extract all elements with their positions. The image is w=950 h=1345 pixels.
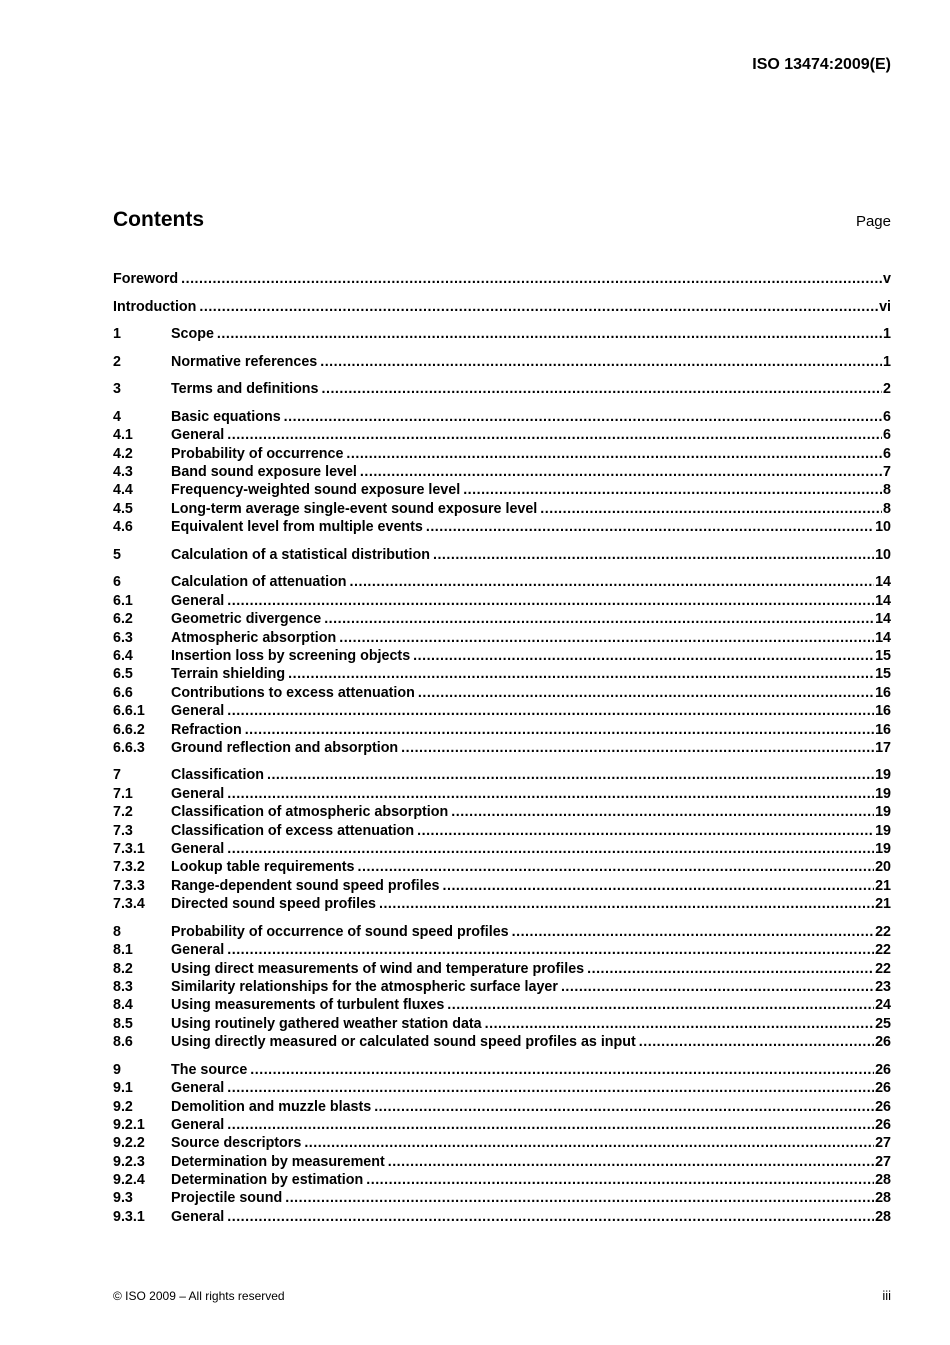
- toc-dot-leader: [463, 481, 882, 499]
- toc-entry-title: Demolition and muzzle blasts: [171, 1098, 372, 1115]
- toc-entry-number: 9.3.1: [113, 1208, 145, 1225]
- toc-dot-leader: [227, 840, 874, 858]
- toc-entry-number: 6.2: [113, 611, 133, 628]
- toc-entry-page: 1: [883, 326, 891, 343]
- toc-entry-number: 4.6: [113, 519, 133, 536]
- toc-entry-title: Classification: [171, 767, 264, 784]
- toc-entry-number: 4.1: [113, 427, 133, 444]
- toc-entry-title: Range-dependent sound speed profiles: [171, 877, 440, 894]
- toc-dot-leader: [217, 325, 882, 343]
- toc-entry-page: 26: [875, 1034, 891, 1051]
- toc-entry-number: 8.5: [113, 1015, 133, 1032]
- toc-dot-leader: [227, 426, 882, 444]
- toc-entry-page: 8: [883, 482, 891, 499]
- toc-dot-leader: [447, 996, 874, 1014]
- toc-dot-leader: [426, 518, 874, 536]
- toc-entry-page: 27: [875, 1153, 891, 1170]
- toc-dot-leader: [358, 858, 875, 876]
- toc-entry[interactable]: [113, 546, 891, 564]
- toc-dot-leader: [285, 1189, 874, 1207]
- toc-entry[interactable]: [113, 1116, 891, 1134]
- toc-entry-title: General: [171, 703, 225, 720]
- toc-entry-title: Similarity relationships for the atmospheric surface layer: [171, 978, 558, 995]
- toc-entry[interactable]: [113, 1098, 891, 1116]
- toc-dot-leader: [451, 803, 874, 821]
- toc-entry[interactable]: [113, 785, 891, 803]
- toc-entry[interactable]: [113, 803, 891, 821]
- toc-entry[interactable]: [113, 610, 891, 628]
- toc-entry-number: 7.3.3: [113, 877, 145, 894]
- toc-entry-title: Projectile sound: [171, 1190, 283, 1207]
- toc-entry-page: 8: [883, 500, 891, 517]
- toc-entry[interactable]: [113, 500, 891, 518]
- toc-entry-title: Basic equations: [171, 408, 281, 425]
- toc-dot-leader: [320, 353, 882, 371]
- toc-entry-title: General: [171, 1116, 225, 1133]
- toc-dot-leader: [181, 270, 882, 288]
- toc-entry-page: 10: [875, 546, 891, 563]
- toc-entry-page: 28: [875, 1208, 891, 1225]
- toc-entry[interactable]: [113, 426, 891, 444]
- toc-entry-page: 21: [875, 877, 891, 894]
- toc-dot-leader: [245, 721, 874, 739]
- contents-heading-row: [113, 208, 891, 232]
- toc-dot-leader: [485, 1015, 874, 1033]
- toc-entry-title: Source descriptors: [171, 1135, 302, 1152]
- toc-dot-leader: [379, 895, 874, 913]
- toc-entry-page: 24: [875, 997, 891, 1014]
- toc-dot-leader: [288, 665, 874, 683]
- toc-entry-number: 4.3: [113, 464, 133, 481]
- toc-entry[interactable]: [113, 573, 891, 591]
- toc-entry-page: v: [883, 271, 891, 287]
- toc-entry-number: 6.6.3: [113, 739, 145, 756]
- toc-entry[interactable]: [113, 380, 891, 398]
- toc-entry-title: Band sound exposure level: [171, 464, 357, 481]
- toc-entry-title: General: [171, 1208, 225, 1225]
- toc-entry-page: 6: [883, 445, 891, 462]
- toc-dot-leader: [561, 978, 874, 996]
- page-column-label: Page: [855, 213, 891, 230]
- toc-entry-title: General: [171, 785, 225, 802]
- toc-entry-title: General: [171, 841, 225, 858]
- toc-entry[interactable]: [113, 739, 891, 757]
- toc-dot-leader: [512, 923, 874, 941]
- toc-dot-leader: [284, 408, 882, 426]
- toc-entry-title: General: [171, 942, 225, 959]
- toc-entry-title: Using routinely gathered weather station data: [171, 1015, 482, 1032]
- toc-dot-leader: [413, 647, 874, 665]
- toc-entry-title: Foreword: [113, 271, 179, 287]
- toc-entry-page: 2: [883, 381, 891, 398]
- toc-entry-number: 9.1: [113, 1080, 133, 1097]
- toc-entry-number: 7.3: [113, 822, 133, 839]
- toc-entry-page: 10: [875, 519, 891, 536]
- toc-entry-number: 7.1: [113, 785, 133, 802]
- toc-dot-leader: [360, 463, 882, 481]
- toc-entry-title: Frequency-weighted sound exposure level: [171, 482, 461, 499]
- toc-entry[interactable]: [113, 325, 891, 343]
- toc-entry-number: 4.2: [113, 445, 133, 462]
- toc-entry-page: 26: [875, 1098, 891, 1115]
- copyright-notice: © ISO 2009 – All rights reserved: [113, 1289, 285, 1303]
- toc-entry-title: Determination by measurement: [171, 1153, 385, 1170]
- toc-entry-number: 1: [113, 326, 121, 343]
- toc-entry-title: Determination by estimation: [171, 1172, 364, 1189]
- toc-entry-page: 1: [883, 353, 891, 370]
- toc-entry-title: Probability of occurrence of sound speed profiles: [171, 923, 509, 940]
- toc-entry[interactable]: [113, 592, 891, 610]
- toc-dot-leader: [227, 702, 874, 720]
- toc-entry-title: Scope: [171, 326, 214, 343]
- toc-entry-number: 8.2: [113, 960, 133, 977]
- toc-entry[interactable]: [113, 1153, 891, 1171]
- toc-entry-number: 6.3: [113, 629, 133, 646]
- toc-entry[interactable]: [113, 463, 891, 481]
- toc-entry-number: 9.2.2: [113, 1135, 145, 1152]
- toc-entry-number: 6.4: [113, 647, 133, 664]
- toc-entry-page: 19: [875, 841, 891, 858]
- toc-entry-page: 16: [875, 703, 891, 720]
- toc-dot-leader: [587, 960, 874, 978]
- toc-entry-title: Probability of occurrence: [171, 445, 344, 462]
- toc-entry-number: 5: [113, 546, 121, 563]
- toc-entry[interactable]: [113, 270, 891, 288]
- toc-entry-title: Long-term average single-event sound exposure level: [171, 500, 538, 517]
- toc-entry[interactable]: [113, 481, 891, 499]
- toc-entry-number: 8.4: [113, 997, 133, 1014]
- toc-dot-leader: [227, 941, 874, 959]
- toc-entry-page: 16: [875, 684, 891, 701]
- toc-entry[interactable]: [113, 1015, 891, 1033]
- toc-entry-number: 8: [113, 923, 121, 940]
- toc-entry-number: 9.2: [113, 1098, 133, 1115]
- toc-dot-leader: [227, 1208, 874, 1226]
- toc-dot-leader: [443, 877, 875, 895]
- toc-entry-title: Ground reflection and absorption: [171, 739, 399, 756]
- toc-entry[interactable]: [113, 408, 891, 426]
- page-number: iii: [882, 1288, 891, 1303]
- toc-entry-number: 6.6: [113, 684, 133, 701]
- toc-entry-title: Equivalent level from multiple events: [171, 519, 423, 536]
- toc-entry-title: Using directly measured or calculated sound speed profiles as input: [171, 1034, 636, 1051]
- toc-dot-leader: [227, 785, 874, 803]
- toc-dot-leader: [322, 380, 883, 398]
- toc-entry[interactable]: [113, 629, 891, 647]
- toc-entry-title: Contributions to excess attenuation: [171, 684, 415, 701]
- toc-entry-page: 23: [875, 978, 891, 995]
- toc-entry-page: 19: [875, 804, 891, 821]
- toc-entry-page: 19: [875, 767, 891, 784]
- toc-entry-page: 16: [875, 721, 891, 738]
- toc-entry-title: Refraction: [171, 721, 242, 738]
- toc-entry-page: 6: [883, 427, 891, 444]
- toc-entry-page: 21: [875, 896, 891, 913]
- toc-dot-leader: [540, 500, 882, 518]
- toc-entry-number: 7: [113, 767, 121, 784]
- toc-entry[interactable]: [113, 1061, 891, 1079]
- toc-entry[interactable]: [113, 960, 891, 978]
- toc-entry-page: 19: [875, 785, 891, 802]
- toc-entry[interactable]: [113, 647, 891, 665]
- toc-entry-number: 8.6: [113, 1034, 133, 1051]
- toc-dot-leader: [366, 1171, 874, 1189]
- toc-entry-title: Classification of atmospheric absorption: [171, 804, 449, 821]
- toc-entry-title: Introduction: [113, 298, 197, 315]
- toc-entry-page: 14: [875, 611, 891, 628]
- toc-entry-title: Calculation of a statistical distribution: [171, 546, 430, 563]
- toc-entry-title: General: [171, 1080, 225, 1097]
- toc-entry-page: 14: [875, 592, 891, 609]
- toc-dot-leader: [418, 684, 874, 702]
- toc-entry[interactable]: [113, 877, 891, 895]
- toc-entry[interactable]: [113, 702, 891, 720]
- toc-entry-number: 9.2.1: [113, 1116, 145, 1133]
- toc-entry-number: 9: [113, 1061, 121, 1078]
- toc-entry-page: 26: [875, 1116, 891, 1133]
- toc-entry[interactable]: [113, 518, 891, 536]
- toc-entry[interactable]: [113, 766, 891, 784]
- toc-entry-page: 14: [875, 574, 891, 591]
- toc-entry-page: 25: [875, 1015, 891, 1032]
- toc-dot-leader: [433, 546, 874, 564]
- toc-entry-page: 22: [875, 923, 891, 940]
- toc-dot-leader: [346, 445, 882, 463]
- toc-dot-leader: [417, 822, 874, 840]
- toc-entry[interactable]: [113, 721, 891, 739]
- toc-entry-page: 26: [875, 1080, 891, 1097]
- toc-entry-number: 4: [113, 408, 121, 425]
- toc-entry[interactable]: [113, 665, 891, 683]
- toc-entry-page: 26: [875, 1061, 891, 1078]
- toc-entry-title: General: [171, 592, 225, 609]
- toc-entry-page: 15: [875, 666, 891, 683]
- toc-entry-page: 6: [883, 408, 891, 425]
- toc-dot-leader: [227, 1079, 874, 1097]
- toc-dot-leader: [388, 1153, 874, 1171]
- toc-dot-leader: [227, 1116, 874, 1134]
- toc-dot-leader: [339, 629, 874, 647]
- toc-entry[interactable]: [113, 941, 891, 959]
- toc-dot-leader: [401, 739, 874, 757]
- toc-entry[interactable]: [113, 1079, 891, 1097]
- toc-dot-leader: [374, 1098, 874, 1116]
- toc-entry-page: 22: [875, 960, 891, 977]
- toc-entry-page: vi: [879, 298, 891, 315]
- toc-entry-number: 9.3: [113, 1190, 133, 1207]
- toc-entry[interactable]: [113, 445, 891, 463]
- toc-entry-page: 15: [875, 647, 891, 664]
- toc-entry-number: 7.2: [113, 804, 133, 821]
- toc-entry-title: Terms and definitions: [171, 381, 319, 398]
- toc-dot-leader: [199, 298, 878, 316]
- toc-entry[interactable]: [113, 1171, 891, 1189]
- toc-entry-number: 3: [113, 381, 121, 398]
- toc-entry-number: 8.1: [113, 942, 133, 959]
- toc-entry-page: 7: [883, 464, 891, 481]
- toc-entry[interactable]: [113, 1208, 891, 1226]
- toc-entry-page: 20: [875, 859, 891, 876]
- toc-entry-page: 28: [875, 1190, 891, 1207]
- toc-entry-page: 22: [875, 942, 891, 959]
- toc-entry-title: Directed sound speed profiles: [171, 896, 376, 913]
- toc-entry-title: The source: [171, 1061, 248, 1078]
- page-title: Contents: [113, 208, 204, 231]
- toc-entry[interactable]: [113, 978, 891, 996]
- toc-entry-page: 19: [875, 822, 891, 839]
- table-of-contents: [113, 270, 891, 1226]
- toc-entry-title: Atmospheric absorption: [171, 629, 337, 646]
- toc-entry[interactable]: [113, 923, 891, 941]
- toc-entry-number: 7.3.2: [113, 859, 145, 876]
- toc-entry-title: Geometric divergence: [171, 611, 322, 628]
- toc-entry[interactable]: [113, 684, 891, 702]
- toc-dot-leader: [267, 766, 874, 784]
- toc-entry[interactable]: [113, 895, 891, 913]
- toc-entry-title: Classification of excess attenuation: [171, 822, 415, 839]
- toc-entry-number: 4.4: [113, 482, 133, 499]
- toc-entry-title: Using measurements of turbulent fluxes: [171, 997, 445, 1014]
- toc-entry[interactable]: [113, 840, 891, 858]
- document-id: ISO 13474:2009(E): [752, 56, 891, 73]
- toc-dot-leader: [227, 592, 874, 610]
- toc-entry[interactable]: [113, 1134, 891, 1152]
- toc-dot-leader: [250, 1061, 874, 1079]
- toc-entry[interactable]: [113, 353, 891, 371]
- toc-entry-title: Normative references: [171, 353, 318, 370]
- toc-entry-number: 6.1: [113, 592, 133, 609]
- toc-entry[interactable]: [113, 298, 891, 316]
- toc-entry-number: 9.2.3: [113, 1153, 145, 1170]
- toc-entry[interactable]: [113, 858, 891, 876]
- toc-entry-title: Insertion loss by screening objects: [171, 647, 411, 664]
- toc-entry-page: 17: [875, 739, 891, 756]
- toc-entry[interactable]: [113, 996, 891, 1014]
- toc-entry-number: 6.6.1: [113, 703, 145, 720]
- toc-entry-number: 2: [113, 353, 121, 370]
- toc-entry-number: 6.6.2: [113, 721, 145, 738]
- toc-dot-leader: [639, 1033, 874, 1051]
- toc-entry-title: Calculation of attenuation: [171, 574, 347, 591]
- toc-entry-page: 28: [875, 1172, 891, 1189]
- toc-entry-number: 8.3: [113, 978, 133, 995]
- toc-entry-number: 4.5: [113, 500, 133, 517]
- toc-entry-number: 7.3.1: [113, 841, 145, 858]
- toc-entry[interactable]: [113, 1189, 891, 1207]
- toc-dot-leader: [350, 573, 875, 591]
- toc-entry-title: General: [171, 427, 225, 444]
- toc-entry[interactable]: [113, 1033, 891, 1051]
- toc-entry-page: 14: [875, 629, 891, 646]
- toc-entry-page: 27: [875, 1135, 891, 1152]
- toc-dot-leader: [304, 1134, 874, 1152]
- toc-entry-title: Using direct measurements of wind and temperature profiles: [171, 960, 585, 977]
- toc-entry-title: Terrain shielding: [171, 666, 286, 683]
- toc-entry-number: 6.5: [113, 666, 133, 683]
- toc-entry-number: 6: [113, 574, 121, 591]
- toc-entry-title: Lookup table requirements: [171, 859, 355, 876]
- toc-dot-leader: [324, 610, 874, 628]
- toc-entry-number: 7.3.4: [113, 896, 145, 913]
- toc-entry[interactable]: [113, 822, 891, 840]
- toc-entry-number: 9.2.4: [113, 1172, 145, 1189]
